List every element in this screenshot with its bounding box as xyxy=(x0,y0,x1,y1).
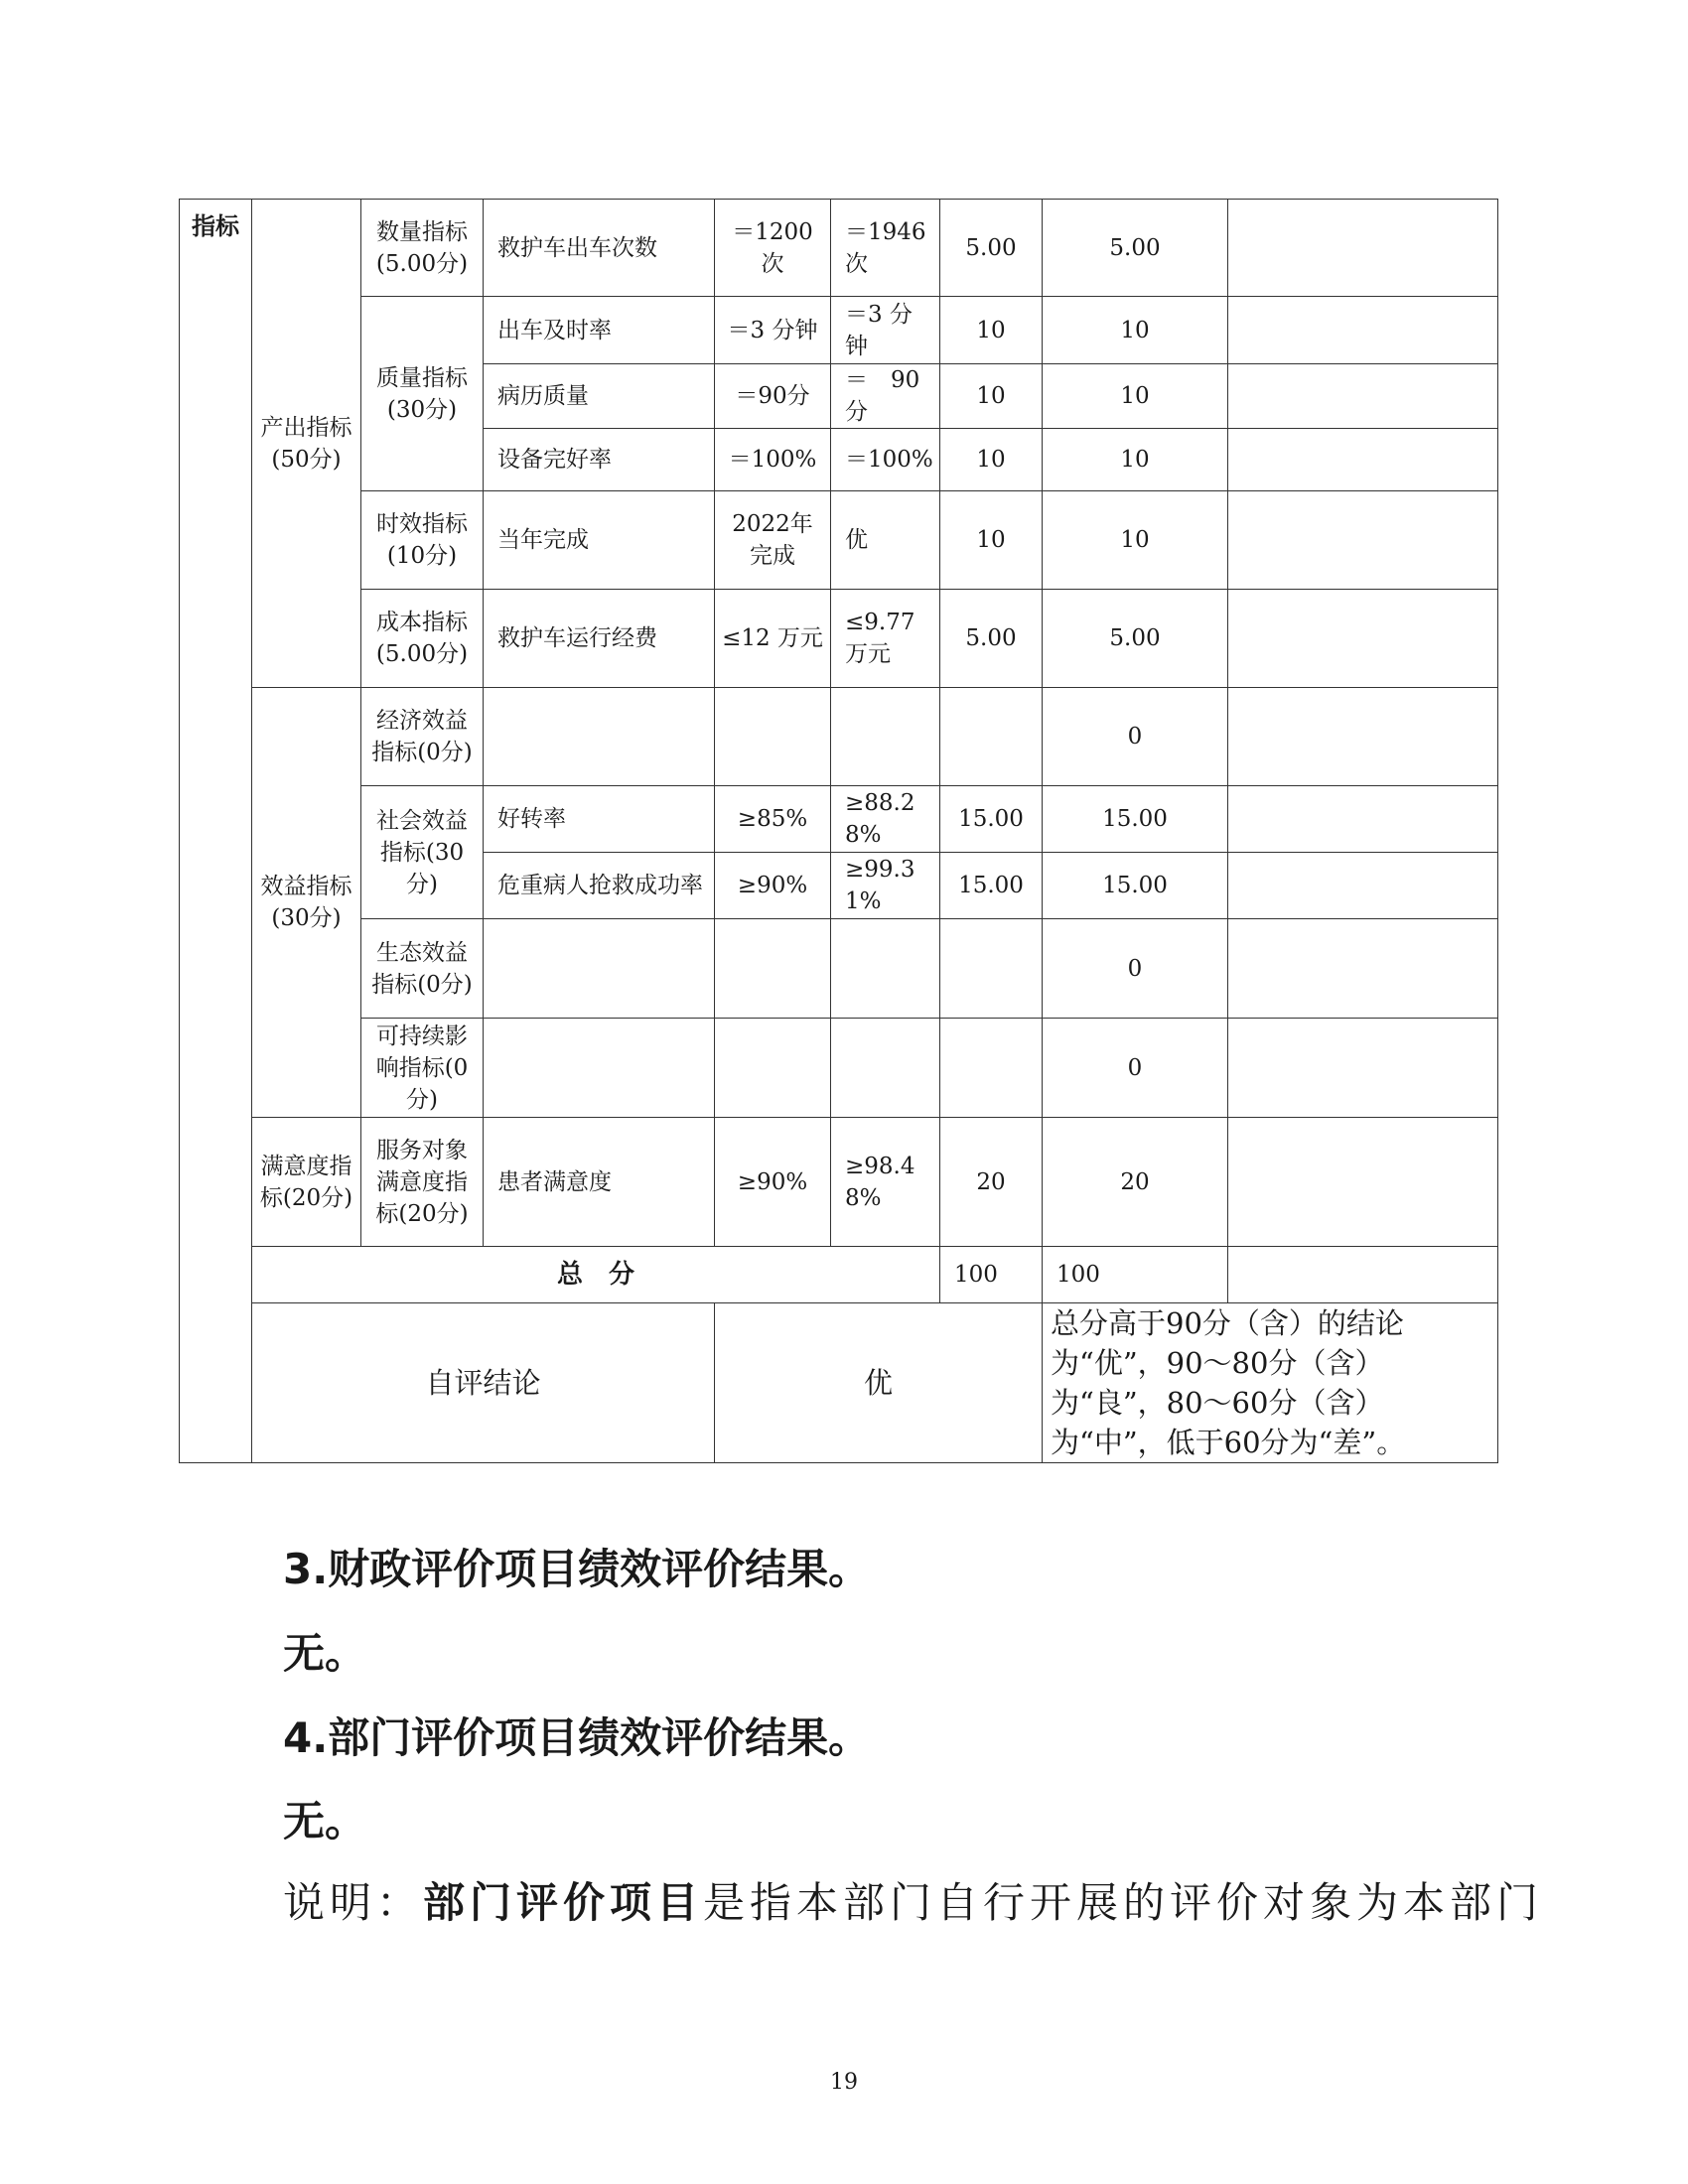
indicator-name: 救护车出车次数 xyxy=(484,200,715,297)
remark xyxy=(1228,364,1498,429)
explanation-term: 部门评价项目 xyxy=(423,1878,704,1927)
conclusion-label: 自评结论 xyxy=(252,1303,715,1463)
table-row xyxy=(180,786,1498,853)
page-number: 19 xyxy=(830,2070,858,2095)
table-row xyxy=(180,1118,1498,1247)
indicator-name: 病历质量 xyxy=(484,364,715,429)
annual-target: ≥90% xyxy=(715,853,831,919)
indicator-name: 救护车运行经费 xyxy=(484,590,715,688)
annual-target: ＝90分 xyxy=(715,364,831,429)
weight-score xyxy=(940,1019,1043,1118)
actual-score: 10 xyxy=(1043,297,1228,364)
annual-target: ≥85% xyxy=(715,786,831,853)
actual-score: 15.00 xyxy=(1043,853,1228,919)
explanation-text: 是指本部门自行开展的评价对象为本部门 xyxy=(703,1878,1544,1927)
explanation-prefix: 说明： xyxy=(283,1878,424,1927)
conclusion-rule: 总分高于90分（含）的结论为“优”，90～80分（含）为“良”，80～60分（含）为“中”，低于60分为“差”。 xyxy=(1043,1303,1498,1463)
actual-score: 15.00 xyxy=(1043,786,1228,853)
annual-target xyxy=(715,688,831,786)
actual-value: ≥88.28% xyxy=(831,786,940,853)
actual-score: 0 xyxy=(1043,1019,1228,1118)
explanation-paragraph xyxy=(283,1870,1543,1930)
table-row xyxy=(180,491,1498,590)
actual-score: 0 xyxy=(1043,919,1228,1019)
remark xyxy=(1228,200,1498,297)
remark xyxy=(1228,1019,1498,1118)
weight-score: 15.00 xyxy=(940,853,1043,919)
weight-score: 5.00 xyxy=(940,590,1043,688)
actual-value: ＝100% xyxy=(831,429,940,491)
section-text-none: 无。 xyxy=(283,1629,367,1678)
annual-target: 2022年完成 xyxy=(715,491,831,590)
indicator-name xyxy=(484,1019,715,1118)
actual-value: ≤9.77万元 xyxy=(831,590,940,688)
remark xyxy=(1228,590,1498,688)
actual-score: 0 xyxy=(1043,688,1228,786)
table-row xyxy=(180,919,1498,1019)
performance-table xyxy=(179,199,1498,1463)
remark xyxy=(1228,688,1498,786)
table-row xyxy=(180,688,1498,786)
actual-score: 5.00 xyxy=(1043,200,1228,297)
actual-value: 优 xyxy=(831,491,940,590)
annual-target: ＝1200次 xyxy=(715,200,831,297)
sub-indicator: 生态效益指标(0分) xyxy=(361,919,484,1019)
actual-value xyxy=(831,688,940,786)
remark xyxy=(1228,491,1498,590)
weight-score xyxy=(940,688,1043,786)
annual-target: ＝3 分钟 xyxy=(715,297,831,364)
weight-score: 20 xyxy=(940,1118,1043,1247)
remark xyxy=(1228,1247,1498,1303)
remark xyxy=(1228,297,1498,364)
total-label: 总 分 xyxy=(252,1247,940,1303)
output-indicator-label: 产出指标(50分) xyxy=(252,200,361,688)
indicator-name: 患者满意度 xyxy=(484,1118,715,1247)
actual-score: 10 xyxy=(1043,491,1228,590)
actual-score: 10 xyxy=(1043,364,1228,429)
indicator-name xyxy=(484,688,715,786)
total-score: 100 xyxy=(1043,1247,1228,1303)
sub-indicator: 质量指标(30分) xyxy=(361,297,484,491)
indicator-name: 危重病人抢救成功率 xyxy=(484,853,715,919)
remark xyxy=(1228,919,1498,1019)
table-row xyxy=(180,297,1498,364)
sub-indicator: 社会效益指标(30分) xyxy=(361,786,484,919)
sub-indicator: 经济效益指标(0分) xyxy=(361,688,484,786)
weight-score: 5.00 xyxy=(940,200,1043,297)
weight-score: 10 xyxy=(940,429,1043,491)
benefit-indicator-label: 效益指标(30分) xyxy=(252,688,361,1118)
actual-value: ＝1946次 xyxy=(831,200,940,297)
annual-target xyxy=(715,919,831,1019)
actual-score: 5.00 xyxy=(1043,590,1228,688)
annual-target: ＝100% xyxy=(715,429,831,491)
remark xyxy=(1228,429,1498,491)
remark xyxy=(1228,853,1498,919)
indicator-column-label: 指标 xyxy=(180,200,252,1463)
weight-score: 10 xyxy=(940,491,1043,590)
section-heading-4: 4.部门评价项目绩效评价结果。 xyxy=(283,1713,871,1762)
remark xyxy=(1228,786,1498,853)
actual-value xyxy=(831,919,940,1019)
indicator-name: 当年完成 xyxy=(484,491,715,590)
sub-indicator: 成本指标(5.00分) xyxy=(361,590,484,688)
total-weight: 100 xyxy=(940,1247,1043,1303)
conclusion-value: 优 xyxy=(715,1303,1043,1463)
weight-score: 10 xyxy=(940,364,1043,429)
actual-score: 20 xyxy=(1043,1118,1228,1247)
sub-indicator: 服务对象满意度指标(20分) xyxy=(361,1118,484,1247)
sub-indicator: 时效指标(10分) xyxy=(361,491,484,590)
section-text-none: 无。 xyxy=(283,1797,367,1845)
weight-score xyxy=(940,919,1043,1019)
indicator-name: 好转率 xyxy=(484,786,715,853)
table-row xyxy=(180,200,1498,297)
annual-target: ≥90% xyxy=(715,1118,831,1247)
annual-target xyxy=(715,1019,831,1118)
actual-value: ≥98.48% xyxy=(831,1118,940,1247)
remark xyxy=(1228,1118,1498,1247)
section-heading-3: 3.财政评价项目绩效评价结果。 xyxy=(283,1545,871,1593)
indicator-name: 出车及时率 xyxy=(484,297,715,364)
actual-value: ≥99.31% xyxy=(831,853,940,919)
satisfaction-indicator-label: 满意度指标(20分) xyxy=(252,1118,361,1247)
actual-value: ＝3 分钟 xyxy=(831,297,940,364)
indicator-name: 设备完好率 xyxy=(484,429,715,491)
actual-score: 10 xyxy=(1043,429,1228,491)
sub-indicator: 数量指标(5.00分) xyxy=(361,200,484,297)
weight-score: 15.00 xyxy=(940,786,1043,853)
table-row xyxy=(180,1019,1498,1118)
total-row xyxy=(180,1247,1498,1303)
actual-value: ＝ 90分 xyxy=(831,364,940,429)
annual-target: ≤12 万元 xyxy=(715,590,831,688)
table-row xyxy=(180,590,1498,688)
actual-value xyxy=(831,1019,940,1118)
indicator-name xyxy=(484,919,715,1019)
sub-indicator: 可持续影响指标(0分) xyxy=(361,1019,484,1118)
conclusion-row xyxy=(180,1303,1498,1463)
weight-score: 10 xyxy=(940,297,1043,364)
